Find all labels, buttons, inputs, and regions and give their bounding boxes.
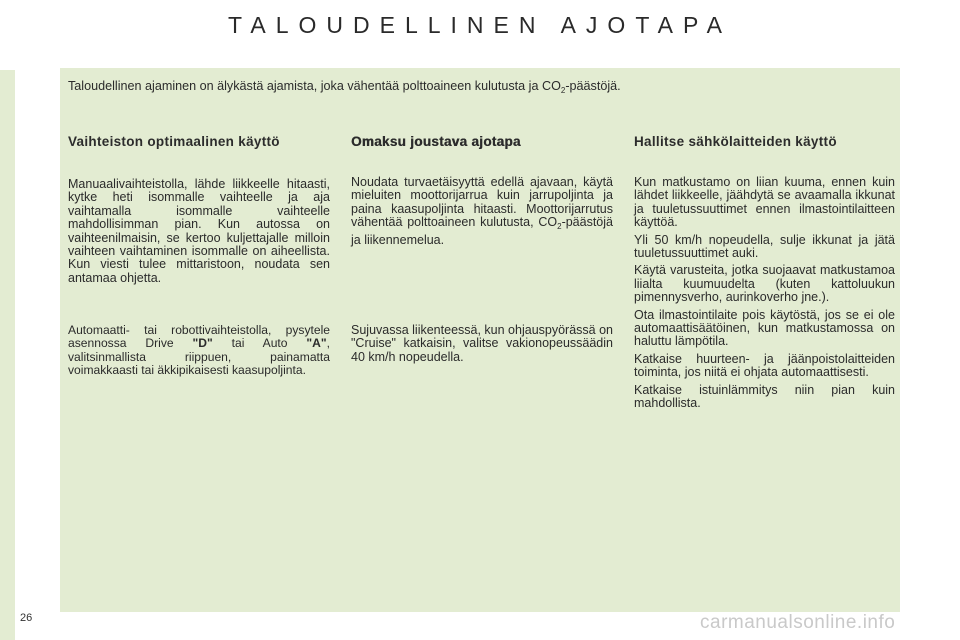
- heading-gearbox: Vaihteiston optimaalinen käyttö: [68, 134, 280, 149]
- list-item: Katkaise istuinlämmitys niin pian kuin mahdollista.: [634, 382, 895, 411]
- gearbox-manual-text: Manuaalivaihteistolla, lähde liikkeelle hitaasti, kytke heti isommalle vaihteelle ja aja vaihtamalla isommalle vaihteelle mahdollisimman pian. Kun autossa on vaihteenilmaisin, se kertoo kuljettajalle milloin vaihteen vaihtaminen isommalle on aiheellista. Kun viesti tulee mittaristoon, noudata sen antamaa ohjetta.: [68, 177, 330, 285]
- intro-subscript: 2: [560, 86, 566, 95]
- drive-mode-label: "D": [192, 336, 213, 351]
- page-title: TALOUDELLINEN AJOTAPA: [228, 12, 732, 38]
- gearbox-auto-text-b: tai Auto: [212, 336, 307, 351]
- driving-style-text-b: -päästöjä ja liikennemelua.: [351, 215, 613, 247]
- gearbox-auto-text-a: Automaatti- tai robottivaihteistolla, pysytele asennossa Drive: [68, 323, 330, 351]
- intro-text-before: Taloudellinen ajaminen on älykästä ajamista, joka vähentää polttoaineen kulutusta ja CO: [68, 79, 561, 93]
- intro-text: [68, 78, 888, 99]
- column-driving-style: [351, 134, 613, 364]
- electrical-tips-list: [634, 176, 895, 415]
- list-item: Kun matkustamo on liian kuuma, ennen kuin lähdet liikkeelle, jäähdytä se avaamalla ikkunat ja tuuletussuuttimet ennen ilmastointilaitteen käyttöä.: [634, 175, 895, 230]
- driving-style-text: [351, 176, 613, 247]
- cruise-control-text: Sujuvassa liikenteessä, kun ohjauspyörässä on "Cruise" katkaisin, valitse vakionopeussäädin 40 km/h nopeudella.: [351, 323, 613, 364]
- page-number: 26: [20, 612, 33, 624]
- gearbox-auto-text-c: , valitsinmallista riippuen, painamatta voimakkaasti tai äkkipikaisesti kaasupoljinta.: [68, 336, 330, 378]
- left-margin-strip: [0, 70, 15, 640]
- list-item: Yli 50 km/h nopeudella, sulje ikkunat ja jätä tuuletussuuttimet auki.: [634, 232, 895, 261]
- heading-electrical: Hallitse sähkölaitteiden käyttö: [634, 134, 837, 149]
- column-electrical: [634, 134, 895, 411]
- watermark: carmanualsonline.info: [700, 612, 896, 633]
- intro-text-after: -päästöjä.: [565, 79, 621, 93]
- gearbox-automatic-text: [68, 324, 330, 378]
- driving-style-subscript: 2: [557, 222, 562, 232]
- list-item: Ota ilmastointilaite pois käytöstä, jos se ei ole automaattisäätöinen, kun matkustamossa on haluttu lämpötila.: [634, 307, 895, 349]
- driving-style-text-a: Noudata turvaetäisyyttä edellä ajavaan, käytä mieluiten moottorijarrua kuin jarrupoljinta ja paina kaasupoljinta hitaasti. Moottorijarrutus vähentää polttoaineen kulutusta, CO: [351, 175, 613, 230]
- list-item: Katkaise huurteen- ja jäänpoistolaitteiden toiminta, jos niitä ei ohjata automaattisesti.: [634, 351, 895, 380]
- list-item: Käytä varusteita, jotka suojaavat matkustamoa liialta kuumuudelta (kuten kattoluukun pimennysverho, aurinkoverho jne.).: [634, 263, 895, 305]
- auto-mode-label: "A": [306, 336, 327, 351]
- heading-driving-style: Omaksu joustava ajotapa: [351, 134, 521, 149]
- column-gearbox: [68, 134, 330, 378]
